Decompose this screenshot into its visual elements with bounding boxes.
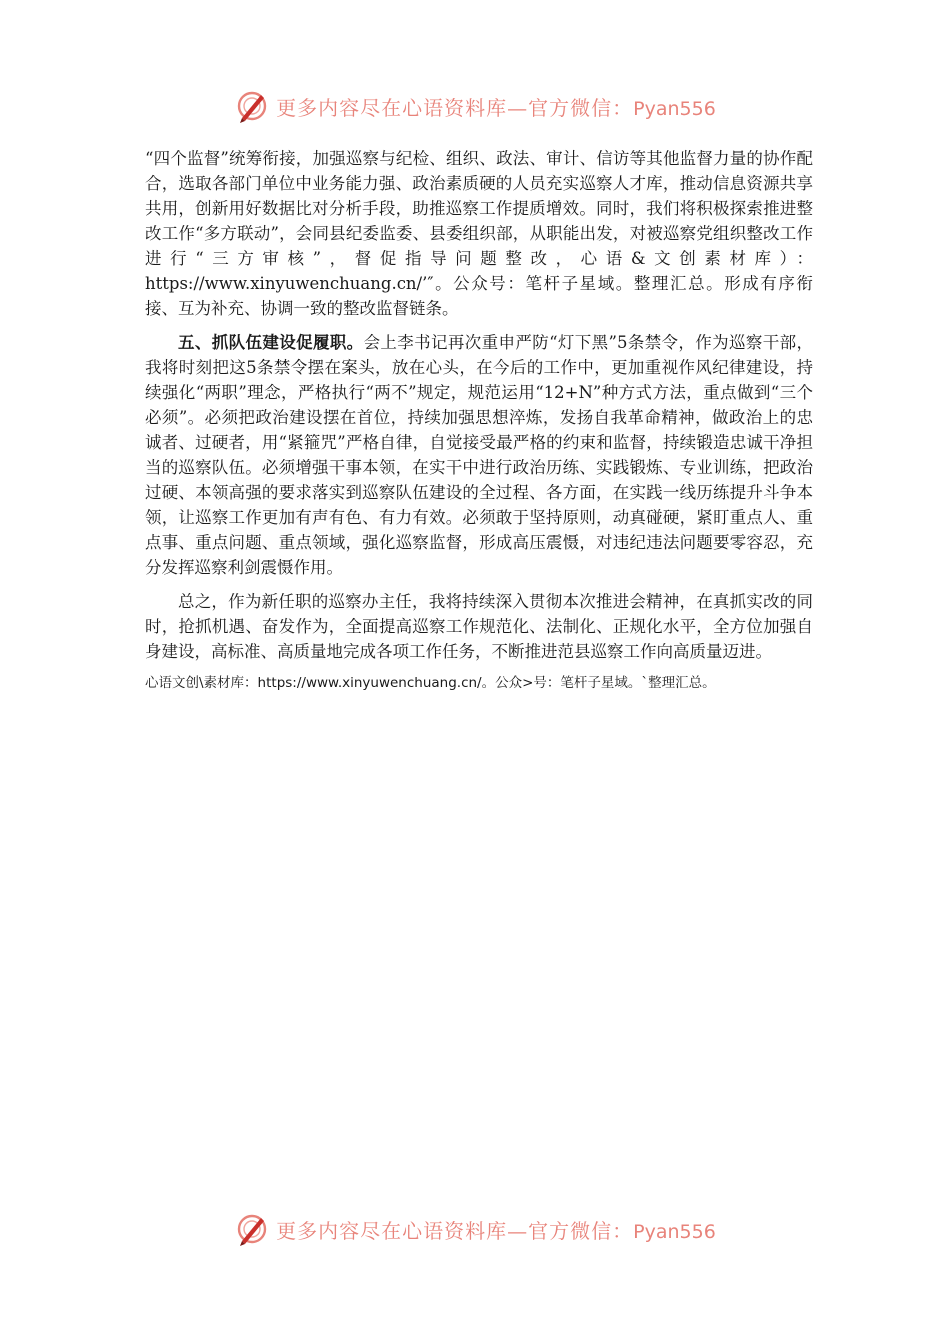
source-note: 心语文创\素材库：https://www.xinyuwenchuang.cn/。公众>号：笔杆子星域。`整理汇总。 bbox=[145, 675, 716, 691]
paragraph-2-body: 会上李书记再次重申严防“灯下黑”5条禁令，作为巡察干部，我将时刻把这5条禁令摆在案头，放在心头，在今后的工作中，更加重视作风纪律建设，持续强化“两职”理念，严格执行“两不”规定，规范运用“12+N”种方式方法，重点做到“三个必须”。必须把政治建设摆在首位，持续加强思想淬炼，发扬自我革命精神，做政治上的忠诚者、过硬者，用“紧箍咒”严格自律，自觉接受最严格的约束和监督，持续锻造忠诚干净担当的巡察队伍。必须增强干事本领，在实干中进行政治历练、实践锻炼、专业训练，把政治过硬、本领高强的要求落实到巡察队伍建设的全过程、各方面，在实践一线历练提升斗争本领，让巡察工作更加有声有色、有力有效。必须敢于坚持原则，动真碰硬，紧盯重点人、重点事、重点问题、重点领域，强化巡察监督，形成高压震慑，对违纪违法问题要零容忍，充分发挥巡察利剑震慑作用。 bbox=[145, 333, 814, 577]
watermark-text: 更多内容尽在心语资料库—官方微信： bbox=[276, 1218, 634, 1243]
document-body bbox=[145, 146, 813, 694]
section-heading: 五、抓队伍建设促履职。 bbox=[178, 333, 364, 352]
watermark-id: Pyan556 bbox=[633, 1220, 716, 1243]
paragraph-3: 总之，作为新任职的巡察办主任，我将持续深入贯彻本次推进会精神，在真抓实改的同时，抢抓机遇、奋发作为，全面提高巡察工作规范化、法制化、正规化水平，全方位加强自身建设，高标准、高质量地完成各项工作任务，不断推进范县巡察工作向高质量迈进。 bbox=[145, 592, 813, 661]
paragraph-1: “四个监督”统筹衔接，加强巡察与纪检、组织、政法、审计、信访等其他监督力量的协作配合，选取各部门单位中业务能力强、政治素质硬的人员充实巡察人才库，推动信息资源共享共用，创新用好数据比对分析手段，助推巡察工作提质增效。同时，我们将积极探索推进整改工作“多方联动”，会同县纪委监委、县委组织部，从职能出发，对被巡察党组织整改工作进行“三方审核”，督促指导问题整改，心语&文创素材库）：https://www.xinyuwenchuang.cn/’″。公众号：笔杆子星域。整理汇总。形成有序衔接、互为补充、协调一致的整改监督链条。 bbox=[145, 149, 813, 318]
pen-logo-icon bbox=[234, 1211, 270, 1247]
watermark-id: Pyan556 bbox=[633, 97, 716, 120]
header-watermark bbox=[0, 84, 950, 128]
paragraph-2 bbox=[145, 330, 813, 580]
watermark-text: 更多内容尽在心语资料库—官方微信： bbox=[276, 95, 634, 120]
pen-logo-icon bbox=[234, 88, 270, 124]
footer-watermark bbox=[0, 1207, 950, 1251]
